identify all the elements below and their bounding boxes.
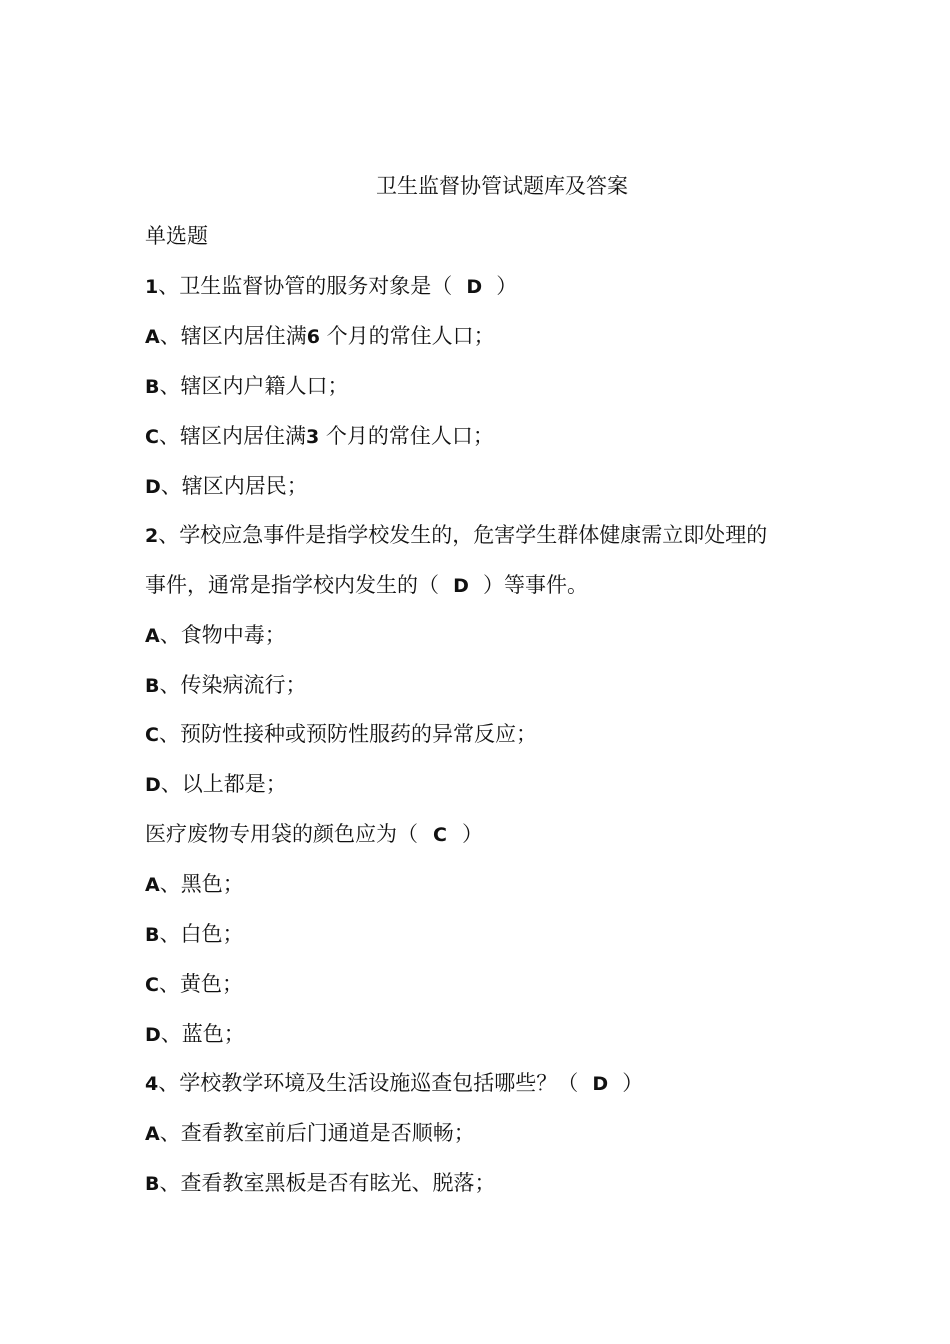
option-a bbox=[145, 1119, 825, 1148]
option-b bbox=[145, 920, 825, 949]
question-2 bbox=[145, 521, 825, 550]
option-text: 、白色； bbox=[159, 922, 244, 946]
option-key: D bbox=[145, 1024, 161, 1046]
question-number: 2 bbox=[145, 525, 159, 547]
option-key: A bbox=[145, 1123, 160, 1145]
option-c bbox=[145, 422, 825, 451]
option-c bbox=[145, 720, 825, 749]
option-key: D bbox=[145, 774, 161, 796]
option-a bbox=[145, 322, 825, 351]
answer-key: D bbox=[466, 276, 483, 298]
option-key: C bbox=[145, 724, 159, 746]
answer-key: C bbox=[433, 824, 447, 846]
question-1 bbox=[145, 272, 825, 301]
option-c bbox=[145, 970, 825, 999]
option-text: 、传染病流行； bbox=[159, 673, 307, 697]
question-stem-end: ） bbox=[496, 274, 518, 298]
option-d bbox=[145, 770, 825, 799]
option-text: 、辖区内居住满 bbox=[158, 424, 306, 448]
answer-key: D bbox=[592, 1073, 609, 1095]
option-a bbox=[145, 621, 825, 650]
question-stem: 、学校教学环境及生活设施巡查包括哪些？（ bbox=[158, 1071, 579, 1095]
option-text: 、黑色； bbox=[159, 872, 244, 896]
option-number: 3 bbox=[305, 426, 320, 448]
question-stem: 事件，通常是指学校内发生的（ bbox=[145, 573, 439, 597]
option-text: 、蓝色； bbox=[160, 1022, 245, 1046]
option-key: B bbox=[145, 376, 160, 398]
option-d bbox=[145, 472, 825, 501]
option-key: B bbox=[145, 924, 160, 946]
option-b bbox=[145, 372, 825, 401]
option-text: 、查看教室前后门通道是否顺畅； bbox=[159, 1121, 475, 1145]
option-key: A bbox=[145, 874, 160, 896]
answer-key: D bbox=[453, 575, 469, 597]
option-text: 、辖区内居住满 bbox=[159, 324, 307, 348]
option-key: B bbox=[145, 1173, 160, 1195]
question-stem-end: ） bbox=[462, 822, 483, 846]
option-key: C bbox=[145, 426, 159, 448]
option-text-end: 个月的常住人口； bbox=[325, 424, 494, 448]
question-number: 4 bbox=[145, 1073, 159, 1095]
option-number: 6 bbox=[306, 326, 320, 348]
option-key: B bbox=[145, 675, 160, 697]
option-text: 、食物中毒； bbox=[159, 623, 286, 647]
option-key: A bbox=[145, 326, 160, 348]
option-a bbox=[145, 870, 825, 899]
option-text: 、辖区内居民； bbox=[160, 474, 308, 498]
option-text: 、查看教室黑板是否有眩光、脱落； bbox=[159, 1171, 496, 1195]
option-b bbox=[145, 671, 825, 700]
option-text: 、预防性接种或预防性服药的异常反应； bbox=[158, 722, 537, 746]
option-text: 、辖区内户籍人口； bbox=[159, 374, 349, 398]
option-key: C bbox=[145, 974, 159, 996]
question-stem-end: ） bbox=[622, 1071, 644, 1095]
option-key: D bbox=[145, 476, 161, 498]
option-text: 、以上都是； bbox=[160, 772, 287, 796]
option-key: A bbox=[145, 625, 160, 647]
question-stem: 医疗废物专用袋的颜色应为（ bbox=[145, 822, 418, 846]
option-text-end: 个月的常住人口； bbox=[326, 324, 495, 348]
question-stem-end: ）等事件。 bbox=[483, 573, 588, 597]
question-number: 1 bbox=[145, 276, 159, 298]
question-stem: 、学校应急事件是指学校发生的，危害学生群体健康需立即处理的 bbox=[158, 523, 768, 547]
question-stem: 、卫生监督协管的服务对象是（ bbox=[158, 274, 453, 298]
document-title: 卫生监督协管试题库及答案 bbox=[376, 174, 628, 198]
question-3 bbox=[145, 820, 825, 849]
section-heading: 单选题 bbox=[145, 224, 208, 248]
option-d bbox=[145, 1020, 825, 1049]
option-b bbox=[145, 1169, 825, 1198]
question-2-continued bbox=[145, 571, 825, 600]
question-4 bbox=[145, 1069, 825, 1098]
option-text: 、黄色； bbox=[158, 972, 243, 996]
